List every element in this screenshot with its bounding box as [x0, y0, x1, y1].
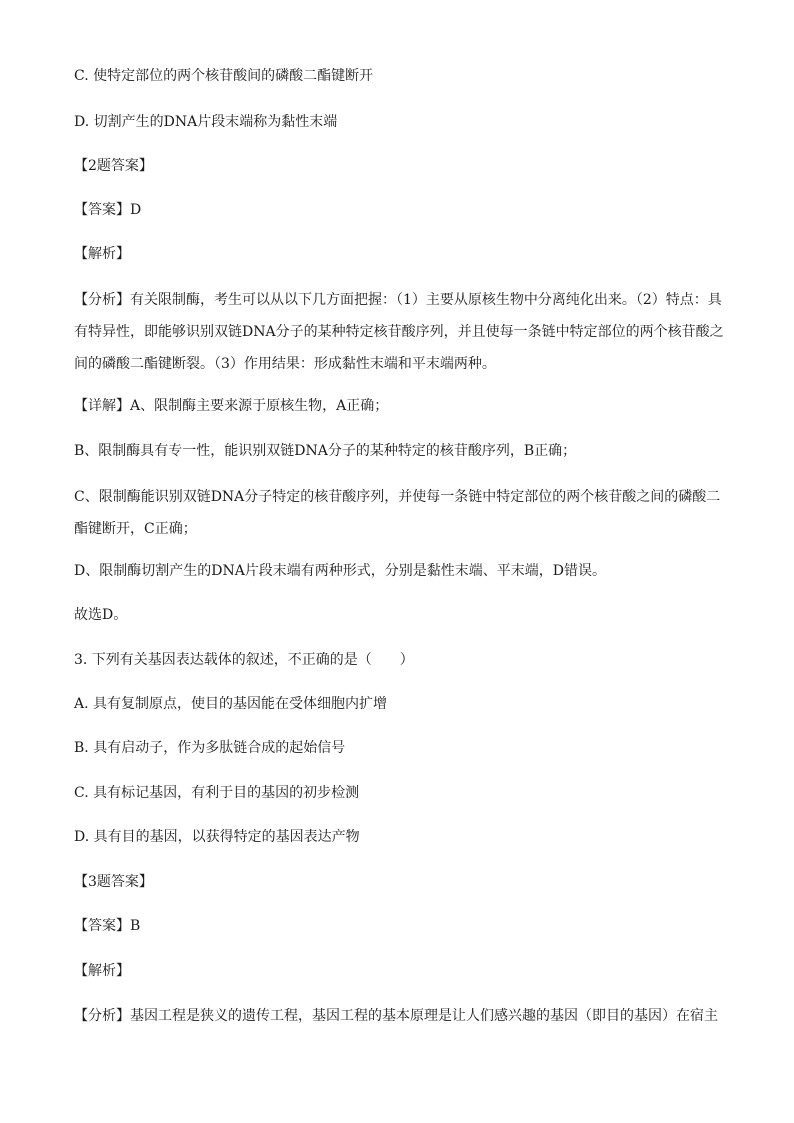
answer-header-q2: 【2题答案】 [74, 158, 153, 174]
answer-q3: 【答案】B [74, 918, 141, 934]
option-c-q2: C. 使特定部位的两个核苷酸间的磷酸二酯键断开 [74, 68, 374, 84]
option-c-q3: C. 具有标记基因，有利于目的基因的初步检测 [74, 785, 360, 801]
analysis-paragraph-q3: 【分析】基因工程是狭义的遗传工程，基因工程的基本原理是让人们感兴趣的基因（即目的基因）在宿主 [74, 1008, 718, 1024]
answer-q2: 【答案】D [74, 202, 142, 218]
detail-b-q2: B、限制酶具有专一性，能识别双链DNA分子的某种特定的核苷酸序列，B正确； [74, 443, 577, 459]
answer-header-q3: 【3题答案】 [74, 874, 153, 890]
detail-d-q2: D、限制酶切割产生的DNA片段末端有两种形式，分别是黏性末端、平末端，D错误。 [74, 563, 607, 579]
option-a-q3: A. 具有复制原点，使目的基因能在受体细胞内扩增 [74, 696, 388, 712]
detail-a-q2: 【详解】A、限制酶主要来源于原核生物，A正确； [74, 398, 389, 414]
analysis-header-q3: 【解析】 [74, 963, 130, 979]
detail-c-q2: C、限制酶能识别双链DNA分子特定的核苷酸序列，并使每一条链中特定部位的两个核苷酸之间的磷酸二酯键断开，C正确； [74, 489, 721, 537]
option-b-q3: B. 具有启动子，作为多肽链合成的起始信号 [74, 740, 346, 756]
analysis-header-q2: 【解析】 [74, 246, 130, 262]
choice-q2: 故选D。 [74, 607, 128, 623]
option-d-q3: D. 具有目的基因，以获得特定的基因表达产物 [74, 829, 360, 845]
question-3: 3. 下列有关基因表达载体的叙述，不正确的是（ ） [74, 652, 414, 668]
analysis-paragraph-q2: 【分析】有关限制酶，考生可以从以下几方面把握：（1）主要从原核生物中分离纯化出来。（2）特点：具有特异性，即能够识别双链DNA分子的某种特定核苷酸序列，并且使每一条链中特定部位的两个核苷酸之间的磷酸二酯键断裂。（3）作用结果：形成黏性末端和平末端两种。 [74, 292, 724, 372]
option-d-q2: D. 切割产生的DNA片段末端称为黏性末端 [74, 114, 338, 130]
